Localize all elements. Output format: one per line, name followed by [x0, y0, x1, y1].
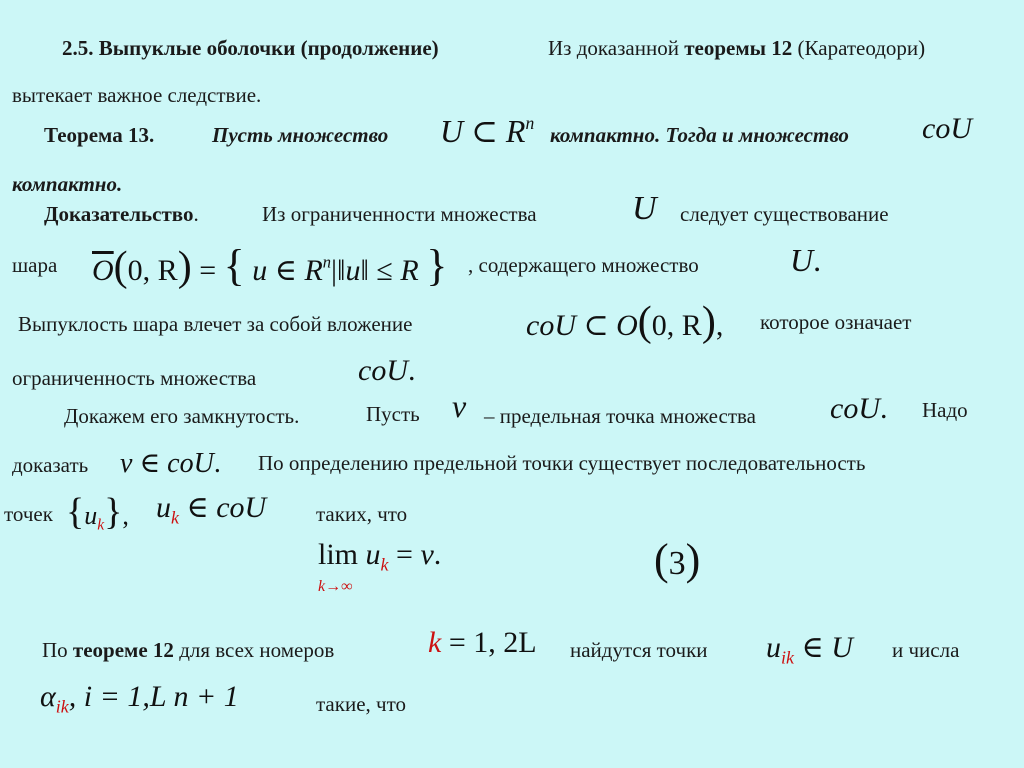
sym-in-4: ∈ — [801, 631, 824, 664]
proof-text-8: Докажем его замкнутость. — [64, 404, 300, 428]
sym-coU-6: coU — [216, 491, 267, 524]
proof-text-1: Из ограниченности множества — [262, 202, 537, 226]
intro-text-a: Из доказанной — [548, 36, 679, 60]
proof-text-6: которое означает — [760, 310, 912, 334]
proof-text-9: Пусть — [366, 402, 420, 426]
formula-v-in-coU — [120, 446, 221, 480]
sym-k-2: k — [171, 507, 179, 528]
formula-sequence: $\{u_k\}$, — [66, 491, 129, 534]
sym-U-3: U — [831, 631, 853, 664]
sym-U: U — [440, 113, 464, 149]
formula-U-2 — [790, 242, 821, 279]
sym-zero-R-2: 0, R — [651, 309, 702, 342]
proof-text-3: шара — [12, 253, 58, 277]
eq-number-value: 3 — [668, 545, 686, 582]
sym-R: R — [505, 113, 526, 149]
proof-text-13: По определению предельной точки существует последовательность — [258, 451, 866, 475]
sym-lim: lim — [318, 538, 359, 571]
sym-le: ≤ — [376, 254, 393, 287]
sym-v-2: v — [420, 538, 434, 571]
theorem-text-3: компактно. — [12, 172, 123, 196]
sym-k-1: k — [97, 516, 105, 534]
proof-text-4: , содержащего множество — [468, 253, 699, 277]
proof-dot: . — [193, 202, 199, 226]
intro-line — [548, 36, 925, 61]
theorem-text-1: Пусть множество — [212, 123, 389, 147]
sym-eq: = — [199, 254, 217, 287]
proof-text-16a: По — [42, 638, 68, 662]
intro-line-2: вытекает важное следствие. — [12, 83, 262, 107]
proof-label: Доказательство — [44, 202, 194, 226]
sym-range-i: , i = 1,L n + 1 — [68, 680, 239, 713]
formula-U-1: U — [632, 190, 657, 227]
sym-coU-4: coU — [830, 392, 880, 425]
sym-n-2: n — [322, 252, 332, 272]
sym-alpha: α — [40, 680, 56, 713]
proof-label-line — [44, 202, 199, 227]
sym-ik-1: ik — [781, 647, 794, 668]
sym-n: n — [525, 112, 535, 133]
sym-eq-2: = — [396, 538, 413, 571]
formula-alpha — [40, 680, 239, 717]
formula-limit — [318, 538, 441, 575]
equation-number: (3) — [654, 535, 701, 584]
formula-uik-in-U — [766, 630, 853, 668]
theorem-text-2: компактно. Тогда и множество — [550, 123, 849, 147]
proof-text-10: – предельная точка множества — [484, 404, 756, 428]
sym-v: v — [120, 448, 133, 479]
sym-period-3: . — [879, 392, 888, 425]
intro-text-b: (Каратеодори) — [797, 36, 926, 60]
sym-u: u — [252, 254, 268, 287]
sym-zero-R: 0, R — [127, 254, 178, 287]
formula-coU-subset-ball: coU ⊂ O(0, R), — [526, 299, 724, 345]
sym-in-3: ∈ — [186, 491, 209, 524]
sym-subset: ⊂ — [471, 113, 498, 149]
sym-period-2: . — [407, 354, 416, 387]
theorem-label: Теорема 13. — [44, 123, 155, 147]
sym-period-5: . — [433, 538, 442, 571]
proof-text-5: Выпуклость шара влечет за собой вложение — [18, 312, 413, 336]
sym-coU-2: coU — [526, 309, 576, 342]
sym-u-4: u — [156, 491, 171, 524]
proof-text-15: таких, что — [316, 502, 408, 526]
formula-coU-3 — [358, 354, 415, 388]
sym-u-3: u — [84, 501, 98, 530]
sym-in-2: ∈ — [139, 448, 161, 479]
sym-comma: , — [715, 309, 724, 342]
formula-k-range — [428, 626, 537, 660]
formula-ball: $\overline{O}(0$, R) = { u ∈ $R^n|‖u‖ \le R$ } — [92, 241, 448, 290]
formula-limit-sub: k→∞ — [318, 578, 353, 595]
formula-v: v — [452, 388, 467, 424]
section-title: 2.5. Выпуклые оболочки (продолжение) — [62, 36, 439, 60]
proof-text-16c: для всех номеров — [179, 638, 335, 662]
proof-theorem-ref: теореме 12 — [72, 638, 174, 662]
proof-text-11: Надо — [922, 398, 968, 422]
sym-period: . — [813, 242, 822, 278]
proof-text-7: ограниченность множества — [12, 366, 257, 390]
formula-uk-in-coU — [156, 490, 266, 528]
intro-theorem-ref: теоремы 12 — [684, 36, 793, 60]
sym-u-6: u — [766, 631, 781, 664]
proof-text-14: точек — [4, 502, 53, 526]
sym-ik-2: ik — [55, 696, 69, 717]
formula-coU-1: coU — [922, 112, 972, 145]
sym-subset-2: ⊂ — [583, 309, 609, 342]
proof-text-12: доказать — [12, 453, 89, 477]
sym-range-k: = 1, 2L — [448, 626, 537, 659]
proof-text-2: следует существование — [680, 202, 889, 226]
sym-k-4: k — [428, 626, 442, 659]
sym-O: O — [616, 309, 638, 342]
sym-U-2: U — [790, 242, 814, 278]
sym-comma-2: , — [122, 501, 129, 530]
sym-O-bar: $\overline{O}$ — [92, 254, 114, 287]
proof-text-18: и числа — [892, 638, 960, 662]
sym-coU-5: coU — [167, 448, 214, 479]
proof-text-17: найдутся точки — [570, 638, 708, 662]
sym-R-2: R — [304, 254, 323, 287]
sym-u-5: u — [365, 538, 381, 571]
formula-coU-4 — [830, 392, 887, 426]
sym-in: ∈ — [274, 254, 297, 287]
sym-R-3: R — [400, 254, 419, 287]
proof-text-19: такие, что — [316, 692, 406, 716]
sym-k-3: k — [380, 554, 389, 575]
sym-u-2: u — [345, 254, 361, 287]
proof-text-16 — [42, 638, 334, 663]
formula-U-subset-Rn — [440, 112, 534, 150]
sym-period-4: . — [213, 448, 221, 479]
sym-coU-3: coU — [358, 354, 408, 387]
